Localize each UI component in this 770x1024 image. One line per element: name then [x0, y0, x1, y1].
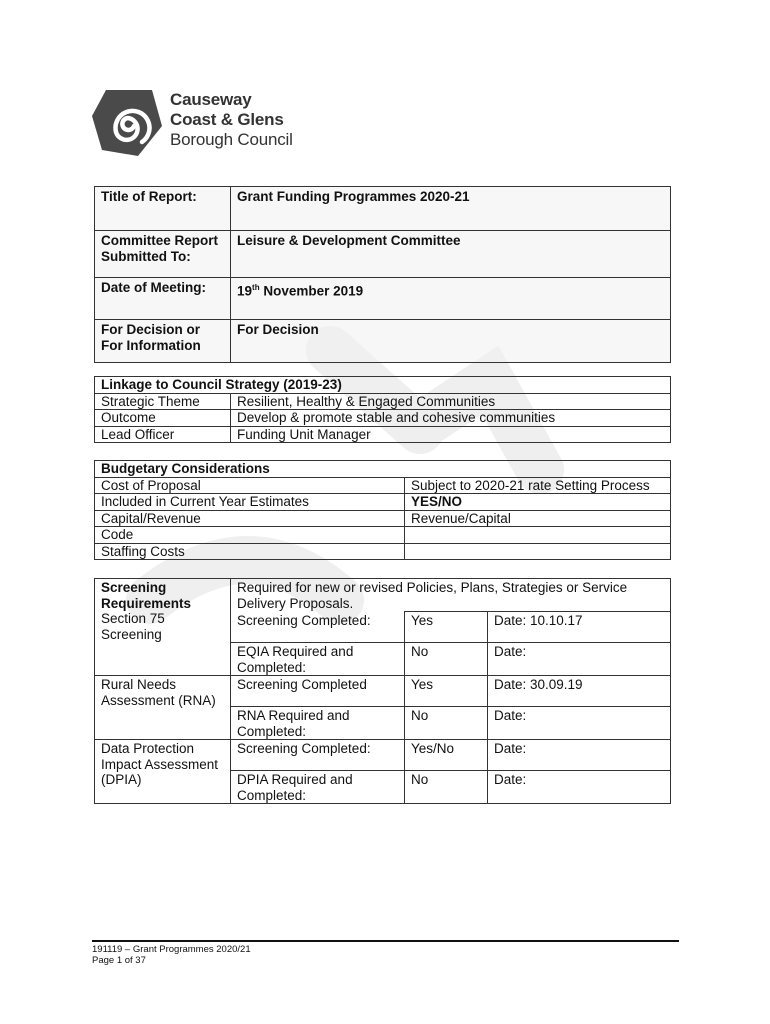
report-header-table [94, 186, 671, 363]
budget-value [405, 527, 671, 544]
group-label: Rural Needs Assessment (RNA) [95, 676, 231, 740]
screening-date: Date: 30.09.19 [488, 676, 671, 707]
committee-value: Leisure & Development Committee [231, 231, 671, 278]
footer-doc-ref: 191119 – Grant Programmes 2020/21 [92, 944, 251, 955]
title-label: Title of Report: [95, 187, 231, 231]
budget-value: YES/NO [405, 494, 671, 511]
table-row [95, 579, 671, 612]
footer-page-number: Page 1 of 37 [92, 955, 146, 966]
linkage-value: Develop & promote stable and cohesive communities [231, 410, 671, 427]
screening-date: Date: [488, 771, 671, 804]
table-row [95, 494, 671, 511]
table-row [95, 377, 671, 394]
screening-date: Date: [488, 740, 671, 771]
page-footer [92, 940, 679, 966]
table-row [95, 510, 671, 527]
decision-value: For Decision [231, 320, 671, 363]
screening-table [94, 578, 671, 804]
table-row [95, 187, 671, 231]
budget-value: Subject to 2020-21 rate Setting Process [405, 477, 671, 494]
table-row [95, 527, 671, 544]
spiral-logo-icon [92, 86, 162, 156]
screening-item: Screening Completed: [231, 612, 405, 643]
logo-line-3: Borough Council [170, 130, 293, 149]
budget-value [405, 543, 671, 560]
date-label: Date of Meeting: [95, 278, 231, 320]
date-day: 19 [237, 283, 253, 299]
screening-answer: No [405, 771, 488, 804]
council-name [170, 90, 293, 150]
screening-date: Date: [488, 643, 671, 676]
table-row [95, 461, 671, 478]
screening-answer: Yes [405, 612, 488, 643]
screening-item: Screening Completed [231, 676, 405, 707]
table-row [95, 477, 671, 494]
group-label: Section 75 Screening [101, 611, 165, 642]
table-row [95, 740, 671, 771]
logo-line-2: Coast & Glens [170, 110, 284, 129]
linkage-heading: Linkage to Council Strategy (2019-23) [95, 377, 671, 394]
screening-item: DPIA Required and Completed: [231, 771, 405, 804]
screening-item: EQIA Required and Completed: [231, 643, 405, 676]
screening-answer: Yes/No [405, 740, 488, 771]
budget-table [94, 460, 671, 560]
screening-answer: Yes [405, 676, 488, 707]
committee-label: Committee Report Submitted To: [95, 231, 231, 278]
table-row [95, 278, 671, 320]
table-row [95, 426, 671, 443]
title-value: Grant Funding Programmes 2020-21 [231, 187, 671, 231]
table-row [95, 676, 671, 707]
date-value [231, 278, 671, 320]
screening-item: RNA Required and Completed: [231, 707, 405, 740]
budget-label: Included in Current Year Estimates [95, 494, 405, 511]
council-logo [92, 86, 322, 156]
budget-label: Capital/Revenue [95, 510, 405, 527]
table-row [95, 410, 671, 427]
logo-line-1: Causeway [170, 90, 252, 109]
linkage-value: Funding Unit Manager [231, 426, 671, 443]
table-row [95, 543, 671, 560]
date-suffix: th [252, 283, 260, 292]
linkage-label: Lead Officer [95, 426, 231, 443]
budget-heading: Budgetary Considerations [95, 461, 671, 478]
screening-answer: No [405, 643, 488, 676]
screening-date: Date: 10.10.17 [488, 612, 671, 643]
table-row [95, 393, 671, 410]
budget-label: Staffing Costs [95, 543, 405, 560]
date-rest: November 2019 [259, 283, 364, 299]
group-label: Data Protection Impact Assessment (DPIA) [95, 740, 231, 804]
linkage-table [94, 376, 671, 443]
budget-value: Revenue/Capital [405, 510, 671, 527]
linkage-value: Resilient, Healthy & Engaged Communities [231, 393, 671, 410]
budget-label: Cost of Proposal [95, 477, 405, 494]
screening-heading: Screening Requirements [101, 580, 192, 611]
budget-label: Code [95, 527, 405, 544]
screening-date: Date: [488, 707, 671, 740]
section75-cell [95, 579, 231, 676]
screening-intro: Required for new or revised Policies, Plans, Strategies or Service Delivery Proposals. [231, 579, 671, 612]
decision-label: For Decision or For Information [95, 320, 231, 363]
linkage-label: Strategic Theme [95, 393, 231, 410]
screening-item: Screening Completed: [231, 740, 405, 771]
table-row [95, 320, 671, 363]
linkage-label: Outcome [95, 410, 231, 427]
screening-answer: No [405, 707, 488, 740]
table-row [95, 231, 671, 278]
